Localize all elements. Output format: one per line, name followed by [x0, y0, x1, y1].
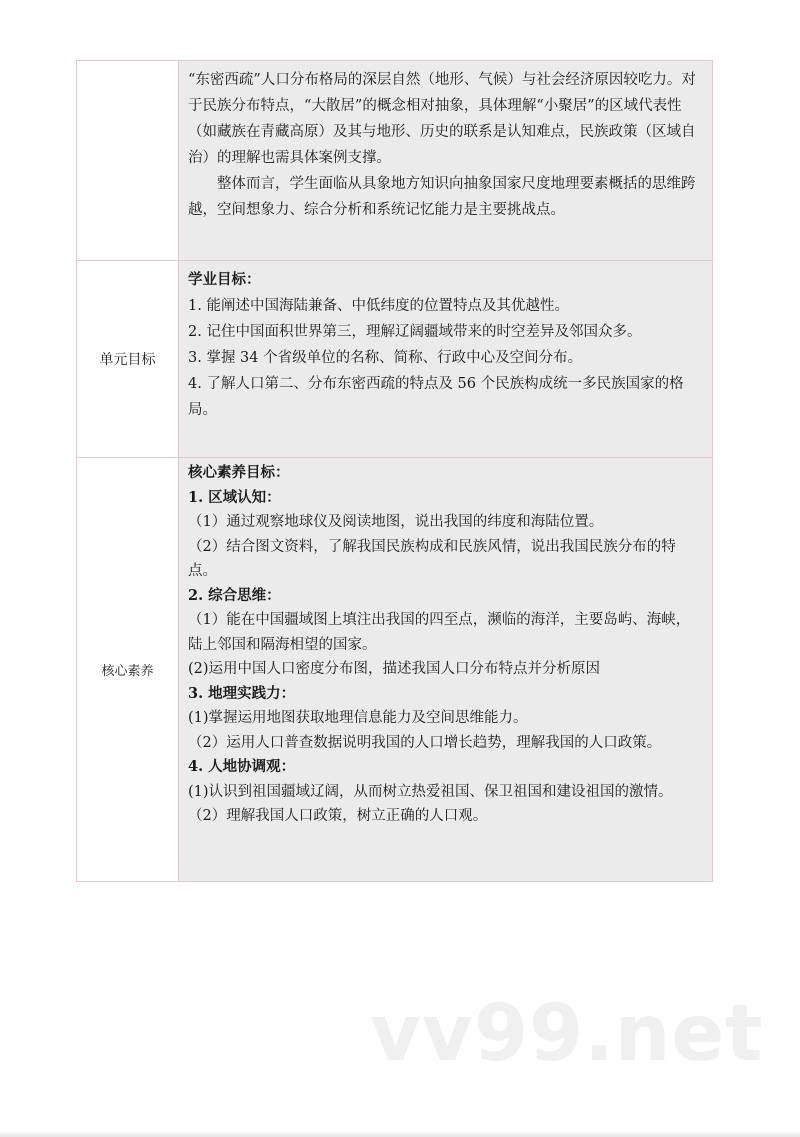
section-title-human-land-harmony: 4. 人地协调观： — [188, 758, 296, 775]
literacy-item: （2）结合图文资料，了解我国民族构成和民族风情，说出我国民族分布的特点。 — [188, 538, 676, 579]
page-bottom-edge — [0, 1131, 800, 1137]
row-label-empty — [77, 61, 179, 261]
section-title-integrated-thinking: 2. 综合思维： — [188, 586, 281, 604]
core-literacy-content — [179, 458, 713, 882]
core-literacy-heading: 核心素养目标： — [188, 464, 290, 481]
unit-design-table — [76, 60, 713, 882]
academic-goal-item: 4. 了解人口第二、分布东密西疏的特点及 56 个民族构成统一多民族国家的格局。 — [188, 376, 684, 418]
section-title-regional-cognition: 1. 区域认知： — [188, 488, 281, 506]
literacy-item: （2）运用人口普查数据说明我国的人口增长趋势，理解我国的人口政策。 — [188, 734, 662, 751]
difficulty-paragraph-2: 整体而言，学生面临从具象地方知识向抽象国家尺度地理要素概括的思维跨越，空间想象力、综合分析和系统记忆能力是主要挑战点。 — [188, 176, 696, 218]
table-row-learning-difficulty — [77, 61, 713, 261]
learning-difficulty-content — [179, 61, 713, 261]
section-title-geographic-practice: 3. 地理实践力： — [188, 684, 296, 702]
academic-goal-item: 3. 掌握 34 个省级单位的名称、简称、行政中心及空间分布。 — [188, 350, 583, 366]
site-watermark: vv99.net — [370, 989, 764, 1079]
academic-goals-heading: 学业目标： — [188, 271, 261, 288]
table-row-unit-goals — [77, 261, 713, 458]
literacy-item: （1）能在中国疆域图上填注出我国的四至点，濒临的海洋，主要岛屿、海峡，陆上邻国和隔海相望的国家。 — [188, 612, 691, 653]
academic-goal-item: 2. 记住中国面积世界第三，理解辽阔疆域带来的时空差异及邻国众多。 — [188, 324, 642, 340]
literacy-item: （1）通过观察地球仪及阅读地图，说出我国的纬度和海陆位置。 — [188, 514, 604, 530]
literacy-item: （2）理解我国人口政策，树立正确的人口观。 — [188, 808, 488, 824]
row-label-core-literacy: 核心素养 — [77, 458, 179, 882]
table-row-core-literacy — [77, 458, 713, 882]
literacy-item: (1)认识到祖国疆域辽阔，从而树立热爱祖国、保卫祖国和建设祖国的激情。 — [188, 783, 673, 800]
difficulty-paragraph-1: “东密西疏”人口分布格局的深层自然（地形、气候）与社会经济原因较吃力。对于民族分布特点，“大散居”的概念相对抽象，具体理解“小聚居”的区域代表性（如藏族在青藏高原）及其与地形、历史的联系是认知难点，民族政策（区域自治）的理解也需具体案例支撑。 — [188, 72, 696, 166]
academic-goal-item: 1. 能阐述中国海陆兼备、中低纬度的位置特点及其优越性。 — [188, 298, 569, 314]
unit-goals-content — [179, 261, 713, 458]
literacy-item: (1)掌握运用地图获取地理信息能力及空间思维能力。 — [188, 710, 528, 726]
literacy-item: (2)运用中国人口密度分布图，描述我国人口分布特点并分析原因 — [188, 661, 601, 677]
row-label-unit-goals: 单元目标 — [77, 261, 179, 458]
